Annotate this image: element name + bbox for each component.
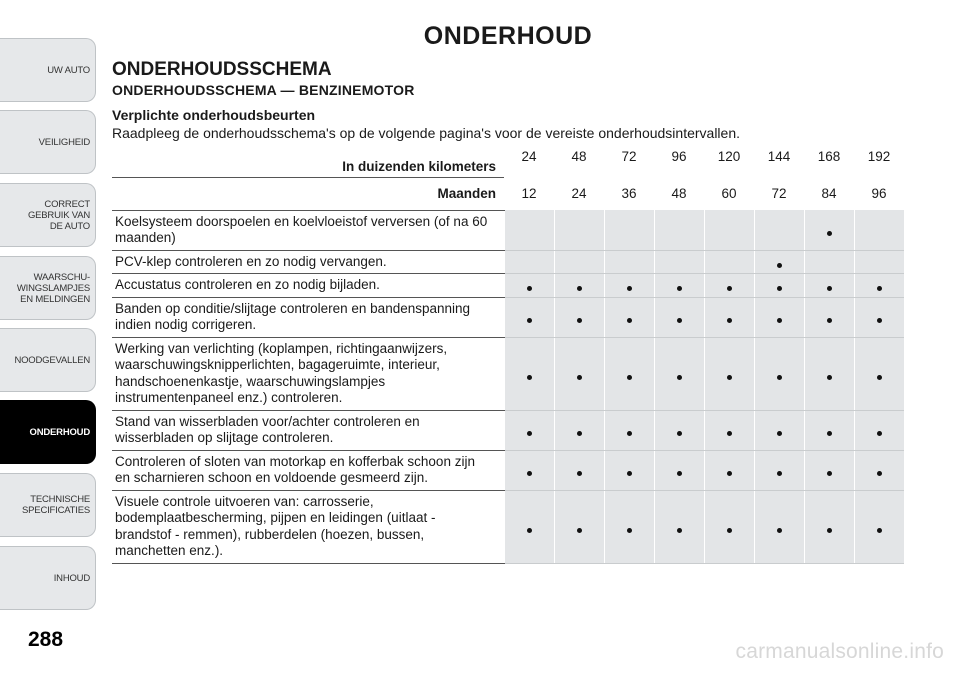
interval-cell bbox=[804, 210, 854, 250]
interval-cell bbox=[554, 450, 604, 490]
subsection-title: ONDERHOUDSSCHEMA — BENZINEMOTOR bbox=[112, 82, 415, 98]
required-dot-icon bbox=[877, 286, 882, 291]
interval-cell bbox=[504, 490, 554, 563]
interval-cell bbox=[804, 410, 854, 450]
interval-cell bbox=[554, 490, 604, 563]
interval-cell bbox=[854, 450, 904, 490]
table-row bbox=[112, 297, 904, 337]
interval-cell bbox=[854, 250, 904, 274]
interval-cell bbox=[604, 274, 654, 298]
required-dot-icon bbox=[777, 528, 782, 533]
chapter-title: ONDERHOUD bbox=[423, 22, 593, 50]
intro-text: Raadpleeg de onderhoudsschema's op de volgende pagina's voor de vereiste onderhoudsintervallen. bbox=[112, 125, 741, 141]
required-dot-icon bbox=[527, 375, 532, 380]
interval-cell bbox=[554, 210, 604, 250]
months-value: 12 bbox=[521, 186, 537, 201]
required-dot-icon bbox=[727, 431, 732, 436]
watermark: carmanualsonline.info bbox=[735, 640, 944, 663]
task-description: PCV-klep controleren en zo nodig vervangen. bbox=[112, 250, 504, 274]
required-dot-icon bbox=[577, 286, 582, 291]
required-dot-icon bbox=[827, 431, 832, 436]
interval-cell bbox=[854, 490, 904, 563]
task-description: Visuele controle uitvoeren van: carrosserie, bodemplaatbescherming, pijpen en leidingen (uitlaat - brandstof - remmen), rubberdelen (hoezen, bussen, manchetten enz.). bbox=[112, 490, 504, 563]
required-dot-icon bbox=[827, 318, 832, 323]
task-description: Accustatus controleren en zo nodig bijladen. bbox=[112, 274, 504, 298]
interval-cell bbox=[504, 410, 554, 450]
months-value: 96 bbox=[871, 186, 887, 201]
interval-cell bbox=[654, 450, 704, 490]
required-dot-icon bbox=[677, 375, 682, 380]
required-dot-icon bbox=[577, 318, 582, 323]
km-value: 48 bbox=[571, 149, 587, 164]
interval-cell bbox=[854, 297, 904, 337]
interval-cell bbox=[704, 490, 754, 563]
km-value: 192 bbox=[867, 149, 891, 164]
required-dot-icon bbox=[677, 286, 682, 291]
interval-cell bbox=[754, 250, 804, 274]
required-dot-icon bbox=[527, 318, 532, 323]
table-row bbox=[112, 450, 904, 490]
interval-cell bbox=[804, 450, 854, 490]
required-dot-icon bbox=[627, 431, 632, 436]
interval-cell bbox=[754, 337, 804, 410]
required-dot-icon bbox=[877, 471, 882, 476]
required-dot-icon bbox=[577, 528, 582, 533]
required-dot-icon bbox=[877, 528, 882, 533]
interval-cell bbox=[704, 450, 754, 490]
required-dot-icon bbox=[627, 471, 632, 476]
months-header-row bbox=[112, 177, 904, 210]
task-description: Werking van verlichting (koplampen, richtingaanwijzers, waarschuwingsknipperlichten, bagageruimte, interieur, handschoenenkastje, waarschuwingslampjes instrumentenpaneel enz.) controleren. bbox=[112, 337, 504, 410]
interval-cell bbox=[754, 274, 804, 298]
page-number: 288 bbox=[28, 628, 64, 651]
required-dot-icon bbox=[827, 528, 832, 533]
required-dot-icon bbox=[677, 471, 682, 476]
interval-cell bbox=[604, 450, 654, 490]
required-dot-icon bbox=[627, 528, 632, 533]
km-header-row bbox=[112, 145, 904, 177]
interval-cell bbox=[604, 250, 654, 274]
interval-cell bbox=[554, 250, 604, 274]
table-row bbox=[112, 410, 904, 450]
interval-cell bbox=[754, 210, 804, 250]
interval-cell bbox=[804, 274, 854, 298]
interval-cell bbox=[704, 337, 754, 410]
interval-cell bbox=[504, 337, 554, 410]
required-dot-icon bbox=[527, 286, 532, 291]
interval-cell bbox=[654, 274, 704, 298]
required-dot-icon bbox=[627, 375, 632, 380]
required-dot-icon bbox=[777, 318, 782, 323]
required-dot-icon bbox=[527, 431, 532, 436]
km-label: In duizenden kilometers bbox=[112, 145, 504, 177]
interval-cell bbox=[654, 250, 704, 274]
interval-cell bbox=[504, 297, 554, 337]
required-dot-icon bbox=[627, 318, 632, 323]
interval-cell bbox=[804, 297, 854, 337]
interval-cell bbox=[604, 337, 654, 410]
interval-cell bbox=[604, 410, 654, 450]
interval-cell bbox=[854, 210, 904, 250]
interval-cell bbox=[704, 410, 754, 450]
interval-cell bbox=[654, 410, 704, 450]
required-dot-icon bbox=[677, 431, 682, 436]
required-dot-icon bbox=[777, 431, 782, 436]
chapter-tab-uw-auto[interactable]: UW AUTO bbox=[0, 38, 96, 102]
required-dot-icon bbox=[827, 471, 832, 476]
interval-cell bbox=[854, 274, 904, 298]
months-label: Maanden bbox=[112, 177, 504, 210]
required-dot-icon bbox=[727, 318, 732, 323]
interval-cell bbox=[804, 250, 854, 274]
task-description: Controleren of sloten van motorkap en kofferbak schoon zijn en scharnieren schoon en voldoende gesmeerd zijn. bbox=[112, 450, 504, 490]
page-content bbox=[112, 22, 904, 564]
km-value: 168 bbox=[817, 149, 841, 164]
interval-cell bbox=[554, 297, 604, 337]
required-dot-icon bbox=[727, 471, 732, 476]
interval-cell bbox=[554, 274, 604, 298]
required-dot-icon bbox=[677, 528, 682, 533]
required-dot-icon bbox=[677, 318, 682, 323]
required-dot-icon bbox=[627, 286, 632, 291]
interval-cell bbox=[754, 490, 804, 563]
interval-cell bbox=[754, 297, 804, 337]
interval-cell bbox=[704, 210, 754, 250]
km-value: 24 bbox=[521, 149, 537, 164]
table-row bbox=[112, 210, 904, 250]
chapter-tab-onderhoud[interactable]: ONDERHOUD bbox=[0, 400, 96, 464]
chapter-tab-correct-gebruik-van-de-auto[interactable]: CORRECT GEBRUIK VAN DE AUTO bbox=[0, 183, 96, 247]
months-value: 24 bbox=[571, 186, 587, 201]
required-dot-icon bbox=[877, 431, 882, 436]
required-dot-icon bbox=[527, 528, 532, 533]
interval-cell bbox=[554, 410, 604, 450]
required-dot-icon bbox=[577, 431, 582, 436]
required-dot-icon bbox=[577, 375, 582, 380]
interval-cell bbox=[504, 274, 554, 298]
table-row bbox=[112, 274, 904, 298]
months-value: 72 bbox=[771, 186, 787, 201]
chapter-tab-technische-specificaties[interactable]: TECHNISCHE SPECIFICATIES bbox=[0, 473, 96, 537]
required-dot-icon bbox=[577, 471, 582, 476]
interval-cell bbox=[804, 490, 854, 563]
interval-cell bbox=[704, 250, 754, 274]
interval-cell bbox=[554, 337, 604, 410]
months-value: 48 bbox=[671, 186, 687, 201]
interval-cell bbox=[504, 210, 554, 250]
chapter-tab-noodgevallen[interactable]: NOODGEVALLEN bbox=[0, 328, 96, 392]
months-value: 84 bbox=[821, 186, 837, 201]
interval-cell bbox=[704, 274, 754, 298]
required-dot-icon bbox=[727, 375, 732, 380]
interval-cell bbox=[754, 410, 804, 450]
km-value: 144 bbox=[767, 149, 791, 164]
chapter-tab-waarschu-wingslampjes-en-meldingen[interactable]: WAARSCHU- WINGSLAMPJES EN MELDINGEN bbox=[0, 256, 96, 320]
interval-cell bbox=[854, 337, 904, 410]
required-dot-icon bbox=[777, 286, 782, 291]
task-description: Banden op conditie/slijtage controleren en bandenspanning indien nodig corrigeren. bbox=[112, 297, 504, 337]
interval-cell bbox=[654, 297, 704, 337]
months-value: 36 bbox=[621, 186, 637, 201]
interval-cell bbox=[804, 337, 854, 410]
required-dot-icon bbox=[777, 263, 782, 268]
interval-cell bbox=[704, 297, 754, 337]
required-dot-icon bbox=[827, 286, 832, 291]
interval-cell bbox=[504, 450, 554, 490]
interval-cell bbox=[604, 210, 654, 250]
required-dot-icon bbox=[527, 471, 532, 476]
table-row bbox=[112, 490, 904, 563]
required-dot-icon bbox=[727, 286, 732, 291]
interval-cell bbox=[754, 450, 804, 490]
required-dot-icon bbox=[727, 528, 732, 533]
chapter-tabs bbox=[0, 0, 100, 678]
required-dot-icon bbox=[827, 231, 832, 236]
months-value: 60 bbox=[721, 186, 737, 201]
maintenance-schedule-table bbox=[112, 145, 904, 564]
task-description: Stand van wisserbladen voor/achter controleren en wisserbladen op slijtage controleren. bbox=[112, 410, 504, 450]
interval-cell bbox=[854, 410, 904, 450]
interval-cell bbox=[504, 250, 554, 274]
interval-cell bbox=[654, 210, 704, 250]
interval-cell bbox=[604, 297, 654, 337]
km-value: 72 bbox=[621, 149, 637, 164]
task-description: Koelsysteem doorspoelen en koelvloeistof verversen (of na 60 maanden) bbox=[112, 210, 504, 250]
required-dot-icon bbox=[777, 471, 782, 476]
km-value: 96 bbox=[671, 149, 687, 164]
table-row bbox=[112, 250, 904, 274]
chapter-tab-inhoud[interactable]: INHOUD bbox=[0, 546, 96, 610]
chapter-tab-veiligheid[interactable]: VEILIGHEID bbox=[0, 110, 96, 174]
section-title: ONDERHOUDSSCHEMA bbox=[112, 59, 332, 80]
required-dot-icon bbox=[827, 375, 832, 380]
required-dot-icon bbox=[877, 318, 882, 323]
required-dot-icon bbox=[777, 375, 782, 380]
interval-cell bbox=[604, 490, 654, 563]
interval-cell bbox=[654, 337, 704, 410]
heading: Verplichte onderhoudsbeurten bbox=[112, 107, 316, 123]
required-dot-icon bbox=[877, 375, 882, 380]
table-row bbox=[112, 337, 904, 410]
km-value: 120 bbox=[717, 149, 741, 164]
interval-cell bbox=[654, 490, 704, 563]
